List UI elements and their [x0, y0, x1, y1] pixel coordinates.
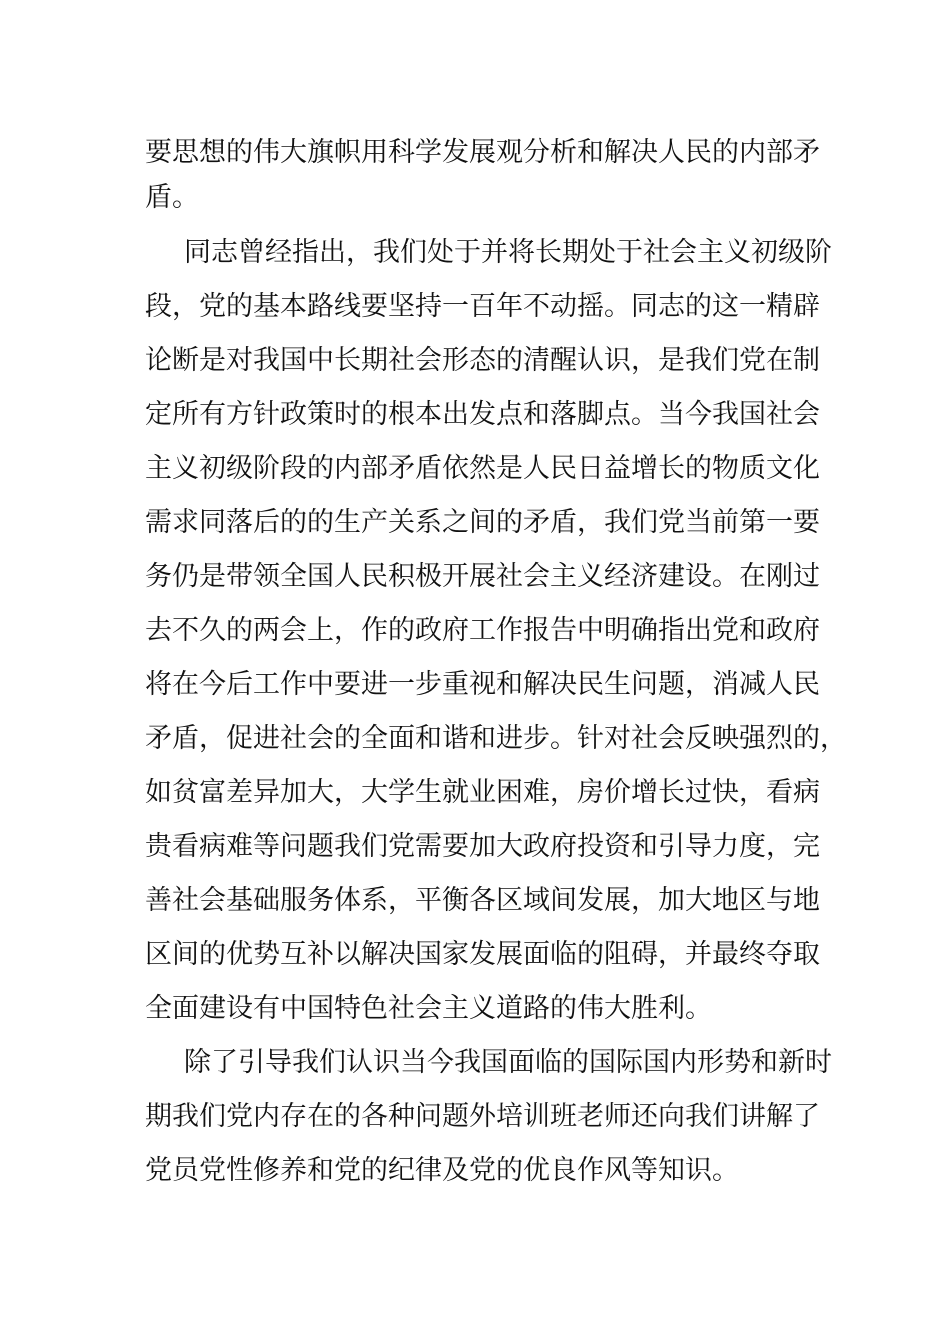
text-line: 去不久的两会上，作的政府工作报告中明确指出党和政府 [145, 615, 820, 646]
text-line: 如贫富差异加大，大学生就业困难，房价增长过快，看病 [145, 777, 820, 808]
text-line: 盾。 [145, 182, 199, 213]
text-line: 需求同落后的的生产关系之间的矛盾，我们党当前第一要 [145, 507, 820, 538]
text-line: 同志曾经指出，我们处于并将长期处于社会主义初级阶 [184, 237, 832, 268]
text-line: 段，党的基本路线要坚持一百年不动摇。同志的这一精辟 [145, 291, 820, 322]
text-line: 务仍是带领全国人民积极开展社会主义经济建设。在刚过 [145, 561, 820, 592]
text-line: 除了引导我们认识当今我国面临的国际国内形势和新时 [184, 1047, 832, 1078]
text-line: 贵看病难等问题我们党需要加大政府投资和引导力度，完 [145, 831, 820, 862]
text-line: 定所有方针政策时的根本出发点和落脚点。当今我国社会 [145, 399, 820, 430]
text-line: 要思想的伟大旗帜用科学发展观分析和解决人民的内部矛 [145, 137, 820, 168]
text-line: 区间的优势互补以解决国家发展面临的阻碍，并最终夺取 [145, 939, 820, 970]
text-line: 论断是对我国中长期社会形态的清醒认识，是我们党在制 [145, 345, 820, 376]
text-line: 善社会基础服务体系，平衡各区域间发展，加大地区与地 [145, 885, 820, 916]
text-line: 全面建设有中国特色社会主义道路的伟大胜利。 [145, 993, 712, 1024]
text-line: 主义初级阶段的内部矛盾依然是人民日益增长的物质文化 [145, 453, 820, 484]
text-line: 矛盾，促进社会的全面和谐和进步。针对社会反映强烈的， [145, 723, 847, 754]
text-line: 党员党性修养和党的纪律及党的优良作风等知识。 [145, 1155, 739, 1186]
text-line: 期我们党内存在的各种问题外培训班老师还向我们讲解了 [145, 1101, 820, 1132]
text-line: 将在今后工作中要进一步重视和解决民生问题，消减人民 [145, 669, 820, 700]
